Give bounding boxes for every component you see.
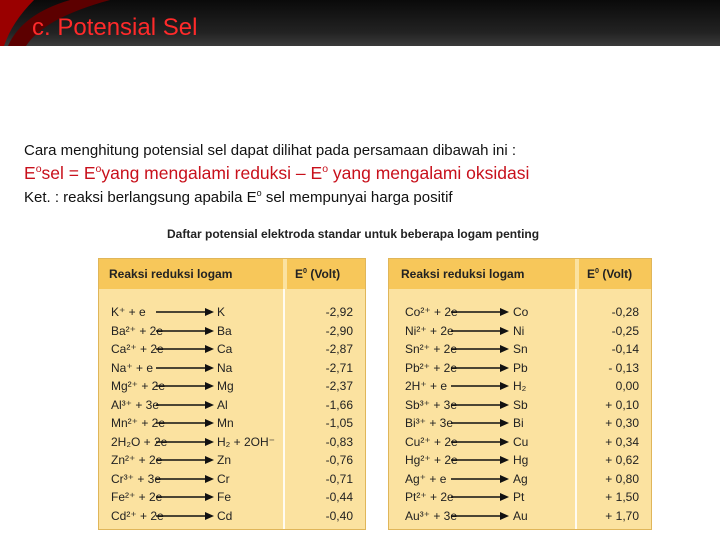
table-row: [99, 303, 365, 322]
potential-value: -2,37: [325, 379, 353, 393]
reactant: Ag⁺ + e: [405, 471, 447, 486]
reaction-arrow-icon: [451, 475, 509, 483]
reactant: Na⁺ + e: [111, 360, 154, 375]
reaction-arrow-icon: [156, 345, 214, 353]
product: Pt: [513, 490, 525, 504]
reactant: 2H⁺ + e: [405, 379, 448, 393]
reaction-arrow-icon: [451, 456, 509, 464]
product: Cu: [513, 434, 529, 449]
note-text: Ket. : reaksi berlangsung apabila $E^o$ sel mempunyai harga positif: [24, 188, 453, 206]
reactant: Pb²⁺ + 2e: [405, 360, 458, 375]
potential-value: -0,40: [325, 508, 353, 523]
table-row: [389, 451, 651, 470]
potential-value: -0,83: [325, 434, 353, 449]
product: Sn: [513, 342, 528, 356]
reactant: Au³⁺ + 3e: [405, 508, 458, 523]
reactant: Ba²⁺ + 2e: [111, 323, 164, 338]
potential-value: -1,66: [325, 397, 353, 412]
reaction-arrow-icon: [156, 493, 214, 501]
product: Hg: [513, 453, 529, 467]
product: Au: [513, 508, 528, 523]
reactant: Cr³⁺ + 3e: [111, 471, 162, 486]
reactant: Mn²⁺ + 2e: [111, 416, 166, 430]
table-header: [389, 259, 651, 289]
product: Zn: [217, 453, 232, 467]
table-row: [389, 377, 651, 396]
table-row: [99, 433, 365, 452]
reactant: Hg²⁺ + 2e: [405, 453, 458, 467]
table-row: [389, 414, 651, 433]
table-row: [99, 396, 365, 415]
potential-value: -0,28: [611, 305, 639, 319]
table-row: [99, 322, 365, 341]
reactant: Sb³⁺ + 3e: [405, 397, 458, 412]
reaction-arrow-icon: [156, 327, 214, 335]
reaction-arrow-icon: [156, 382, 214, 390]
product: H₂ + 2OH⁻: [217, 434, 276, 449]
potential-value: -0,76: [325, 453, 353, 467]
potential-value: + 0,30: [605, 416, 639, 430]
reaction-arrow-icon: [156, 419, 214, 427]
table-row: [389, 359, 651, 378]
potential-value: -0,44: [325, 490, 353, 504]
potential-value: -2,87: [325, 342, 353, 356]
product: Mg: [217, 379, 234, 393]
reaction-arrow-icon: [451, 327, 509, 335]
product: Al: [217, 397, 228, 412]
table-row: [99, 507, 365, 526]
reaction-arrow-icon: [451, 401, 509, 409]
header-reaction: Reaksi reduksi logam: [401, 267, 525, 281]
potential-value: -0,25: [611, 323, 639, 338]
product: Cr: [217, 471, 230, 486]
reaction-arrow-icon: [451, 419, 509, 427]
potential-value: -0,14: [611, 342, 639, 356]
potential-value: + 1,50: [605, 490, 639, 504]
potential-value: - 0,13: [608, 360, 639, 375]
reaction-arrow-icon: [451, 438, 509, 446]
header-e-volt: $E^0$ (Volt): [587, 266, 633, 281]
slide-title: c. Potensial Sel: [32, 14, 198, 41]
intro-text: Cara menghitung potensial sel dapat dilihat pada persamaan dibawah ini :: [24, 142, 516, 159]
reactant: Cd²⁺ + 2e: [111, 508, 164, 523]
table-row: [389, 303, 651, 322]
header-e-volt: $E^0$ (Volt): [295, 266, 341, 281]
reactant: Ca²⁺ + 2e: [111, 342, 164, 356]
reactant: Sn²⁺ + 2e: [405, 342, 458, 356]
reaction-arrow-icon: [451, 308, 509, 316]
potential-value: -1,05: [325, 416, 353, 430]
potential-value: -2,90: [325, 323, 353, 338]
product: Bi: [513, 416, 524, 430]
reactant: Bi³⁺ + 3e: [405, 416, 454, 430]
table-row: [389, 488, 651, 507]
reactant: Co²⁺ + 2e: [405, 305, 458, 319]
reactant: Ni²⁺ + 2e: [405, 323, 454, 338]
product: Na: [217, 360, 233, 375]
reaction-arrow-icon: [451, 493, 509, 501]
table-row: [99, 451, 365, 470]
reactant: 2H₂O + 2e: [111, 434, 168, 449]
table-row: [99, 359, 365, 378]
product: Ni: [513, 323, 525, 338]
reactant: Pt²⁺ + 2e: [405, 490, 454, 504]
table-row: [99, 414, 365, 433]
product: Cd: [217, 508, 233, 523]
reaction-arrow-icon: [451, 364, 509, 372]
table-row: [389, 322, 651, 341]
table-row: [99, 488, 365, 507]
table-row: [99, 470, 365, 489]
potential-value: + 0,10: [605, 397, 639, 412]
product: Pb: [513, 360, 528, 375]
reactant: Al³⁺ + 3e: [111, 397, 160, 412]
reaction-arrow-icon: [156, 438, 214, 446]
reactant: K⁺ + e: [111, 305, 146, 319]
potential-value: + 0,62: [605, 453, 639, 467]
product: Ca: [217, 342, 233, 356]
product: Fe: [217, 490, 232, 504]
reaction-arrow-icon: [451, 345, 509, 353]
table-row: [389, 433, 651, 452]
potential-value: -0,71: [325, 471, 353, 486]
potential-table-left: [98, 258, 366, 530]
product: Co: [513, 305, 529, 319]
table-row: [389, 396, 651, 415]
reaction-arrow-icon: [156, 456, 214, 464]
product: Ag: [513, 471, 528, 486]
potential-value: -2,92: [325, 305, 353, 319]
reactant: Cu²⁺ + 2e: [405, 434, 458, 449]
reaction-arrow-icon: [156, 512, 214, 520]
potential-table-right: [388, 258, 652, 530]
reactant: Mg²⁺ + 2e: [111, 379, 166, 393]
product: Sb: [513, 397, 528, 412]
reaction-arrow-icon: [451, 512, 509, 520]
reaction-arrow-icon: [156, 364, 214, 372]
table-row: [99, 377, 365, 396]
potential-value: + 0,80: [605, 471, 639, 486]
table-row: [99, 340, 365, 359]
product: Mn: [217, 416, 234, 430]
table-row: [389, 507, 651, 526]
table-row: [389, 340, 651, 359]
reaction-arrow-icon: [156, 475, 214, 483]
title-bar: [0, 0, 720, 46]
table-caption: Daftar potensial elektroda standar untuk beberapa logam penting: [167, 227, 540, 241]
potential-value: -2,71: [325, 360, 353, 375]
potential-value: + 1,70: [605, 508, 639, 523]
table-row: [389, 470, 651, 489]
reaction-arrow-icon: [156, 401, 214, 409]
potential-value: 0,00: [615, 379, 639, 393]
reaction-arrow-icon: [156, 308, 214, 316]
formula-line: $E^osel$ = $E^oyang$ mengalami reduksi – $E^o$ yang mengalami oksidasi: [24, 163, 530, 183]
reactant: Fe²⁺ + 2e: [111, 490, 163, 504]
reactant: Zn²⁺ + 2e: [111, 453, 163, 467]
reaction-arrow-icon: [451, 382, 509, 390]
product: K: [217, 305, 226, 319]
header-reaction: Reaksi reduksi logam: [109, 267, 233, 281]
potential-value: + 0,34: [605, 434, 639, 449]
product: H₂: [513, 379, 527, 393]
product: Ba: [217, 323, 232, 338]
table-header: [99, 259, 365, 289]
